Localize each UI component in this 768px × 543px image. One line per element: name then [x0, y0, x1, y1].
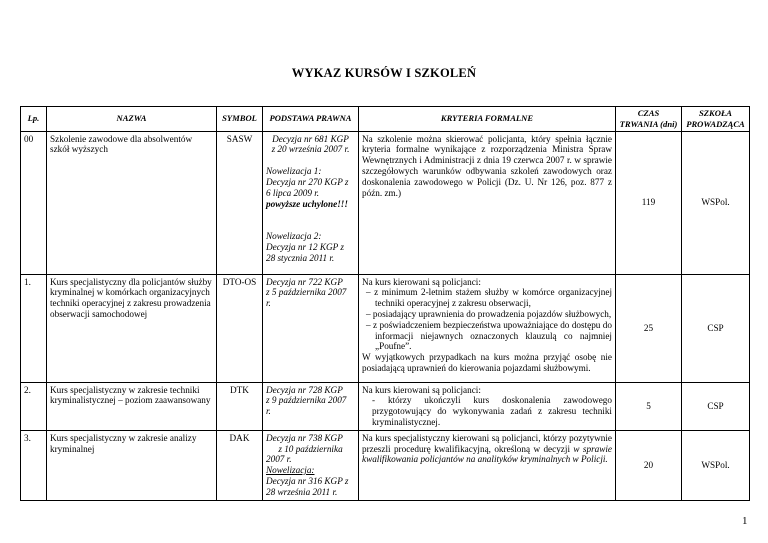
cell-nazwa: Kurs specjalistyczny w zakresie techniki kryminalistycznej – poziom zaawansowany: [47, 382, 217, 430]
header-nazwa: NAZWA: [47, 107, 217, 132]
criteria-bullet: – z poświadczeniem bezpieczeństwa upoważniające do dostępu do informacji niejawnych oznaczonych klauzulą co najmniej „Poufne”.: [366, 319, 612, 352]
legal-line: z 5 października 2007: [266, 287, 347, 298]
cell-czas: 25: [616, 274, 682, 382]
header-szkola-line2: PROWADZĄCA: [686, 118, 745, 129]
cell-kryteria: [359, 274, 616, 382]
cell-czas: 119: [616, 131, 682, 274]
legal-line: Decyzja nr 270 KGP z: [266, 176, 349, 187]
legal-line: Decyzja nr 738 KGP: [266, 432, 343, 443]
cell-kryteria: [359, 430, 616, 500]
header-czas: [616, 107, 682, 132]
cell-szkola: CSP: [682, 382, 750, 430]
legal-line: powyższe uchylone!!!: [266, 198, 348, 209]
header-kryteria: KRYTERIA FORMALNE: [359, 107, 616, 132]
cell-symbol: DTO-OS: [217, 274, 263, 382]
cell-szkola: WSPol.: [682, 131, 750, 274]
cell-podstawa: [263, 131, 359, 274]
table-row: [21, 131, 750, 274]
cell-podstawa: [263, 430, 359, 500]
legal-line: z 20 września 2007 r.: [271, 144, 350, 155]
cell-podstawa: [263, 274, 359, 382]
criteria-intro: Na kurs kierowani są policjanci:: [362, 384, 481, 395]
header-czas-line1: CZAS: [637, 108, 660, 118]
legal-line: Nowelizacja 2:: [266, 231, 322, 242]
legal-line: Nowelizacja 1:: [266, 166, 322, 177]
legal-line: 6 lipca 2009 r.: [266, 187, 320, 198]
criteria-text-italic: w sprawie kwalifikowania policjantów na analityków kryminalnych w Policji.: [362, 443, 613, 465]
header-lp: Lp.: [21, 107, 47, 132]
legal-line: Decyzja nr 728 KGP: [266, 384, 343, 395]
courses-table: [20, 106, 750, 501]
legal-line: 28 września 2011 r.: [266, 486, 338, 497]
cell-nazwa: Szkolenie zawodowe dla absolwentów szkół wyższych: [47, 131, 217, 274]
legal-line: z 9 października 2007: [266, 395, 347, 406]
legal-line: 2007 r.: [266, 454, 292, 465]
table-row: [21, 382, 750, 430]
header-row: [21, 107, 750, 132]
cell-kryteria: [359, 382, 616, 430]
cell-lp: 2.: [21, 382, 47, 430]
criteria-intro: Na kurs kierowani są policjanci:: [362, 276, 481, 287]
legal-line: Decyzja nr 316 KGP z: [266, 475, 349, 486]
cell-szkola: WSPol.: [682, 430, 750, 500]
page-title: WYKAZ KURSÓW I SZKOLEŃ: [291, 66, 477, 80]
cell-lp: 3.: [21, 430, 47, 500]
legal-line: z 10 października: [278, 443, 343, 454]
legal-line: Decyzja nr 12 KGP z: [266, 242, 344, 253]
legal-line: 28 stycznia 2011 r.: [266, 252, 335, 263]
legal-line: Decyzja nr 681 KGP: [272, 133, 349, 144]
legal-line: Nowelizacja:: [266, 465, 315, 476]
table-row: [21, 274, 750, 382]
cell-kryteria: Na szkolenie można skierować policjanta, który spełnia łącznie kryteria formalne wynikające z rozporządzenia Ministra Spraw Wewnętrznych i Administracji z dnia 19 czerwca 2007 r. w sprawie szczegółowych warunków odbywania szkoleń zawodowych oraz doskonalenia zawodowego w Policji (Dz. U. Nr 126, poz. 877 z późn. zm.): [359, 131, 616, 274]
cell-nazwa: Kurs specjalistyczny w zakresie analizy kryminalnej: [47, 430, 217, 500]
table-row: [21, 430, 750, 500]
cell-nazwa: Kurs specjalistyczny dla policjantów służby kryminalnej w komórkach organizacyjnych techniki operacyjnej z zakresu prowadzenia obserwacji samochodowej: [47, 274, 217, 382]
header-symbol: SYMBOL: [217, 107, 263, 132]
cell-czas: 5: [616, 382, 682, 430]
header-podstawa: PODSTAWA PRAWNA: [263, 107, 359, 132]
cell-czas: 20: [616, 430, 682, 500]
criteria-note: W wyjątkowych przypadkach na kurs można przyjąć osobę nie posiadającą uprawnień do kierowania pojazdami służbowymi.: [362, 352, 612, 373]
header-szkola: [682, 107, 750, 132]
criteria-text: Na kurs specjalistyczny kierowani są policjanci, którzy pozytywnie przeszli procedurę kwalifikacyjną, określoną w decyzji: [362, 432, 612, 454]
cell-podstawa: [263, 382, 359, 430]
cell-lp: 1.: [21, 274, 47, 382]
criteria-bullet: – posiadający uprawnienia do prowadzenia pojazdów służbowych,: [366, 308, 612, 319]
page-number: 1: [742, 515, 748, 527]
legal-line: r.: [266, 406, 271, 417]
cell-symbol: SASW: [217, 131, 263, 274]
legal-line: r.: [266, 298, 271, 309]
header-czas-line2: TRWANIA (dni): [619, 118, 678, 129]
cell-szkola: CSP: [682, 274, 750, 382]
cell-symbol: DAK: [217, 430, 263, 500]
criteria-bullet: – z minimum 2-letnim stażem służby w komórce organizacyjnej techniki operacyjnej z zakresu obserwacji,: [366, 287, 612, 309]
cell-lp: 00: [21, 131, 47, 274]
cell-symbol: DTK: [217, 382, 263, 430]
criteria-bullet: - którzy ukończyli kurs doskonalenia zawodowego przygotowujący do wykonywania zadań z zakresu techniki kryminalistycznej.: [372, 395, 612, 427]
header-szkola-line1: SZKOŁA: [699, 108, 732, 118]
legal-line: Decyzja nr 722 KGP: [266, 276, 343, 287]
